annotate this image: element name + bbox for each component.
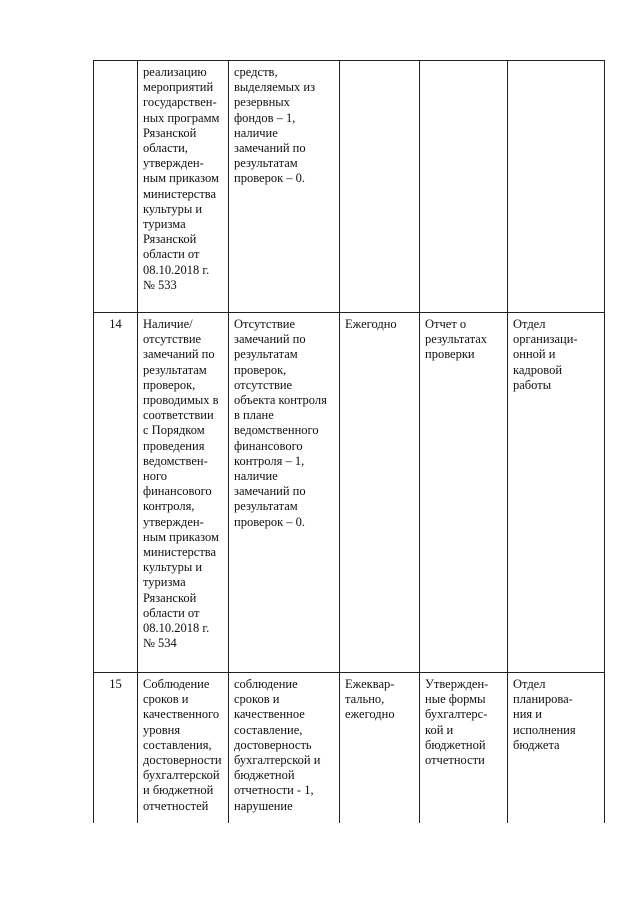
responsible-cell bbox=[508, 61, 605, 313]
indicators-table bbox=[93, 60, 605, 823]
table-row bbox=[94, 673, 605, 823]
source-cell: Утвержден- ные формы бухгалтерс- кой и бюджетной отчетности bbox=[420, 673, 508, 823]
formula-cell: соблюдение сроков и качественное составление, достоверность бухгалтерской и бюджетной отчетности - 1, нарушение bbox=[229, 673, 340, 823]
row-number-cell bbox=[94, 61, 138, 313]
indicator-cell: реализацию мероприятий государствен- ных программ Рязанской области, утвержден- ным приказом министерства культуры и туризма Рязанской области от 08.10.2018 г. № 533 bbox=[138, 61, 229, 313]
source-cell bbox=[420, 61, 508, 313]
table-row bbox=[94, 313, 605, 673]
responsible-cell: Отдел планирова- ния и исполнения бюджета bbox=[508, 673, 605, 823]
row-number-cell: 14 bbox=[94, 313, 138, 673]
table-row bbox=[94, 61, 605, 313]
formula-cell: Отсутствие замечаний по результатам проверок, отсутствие объекта контроля в плане ведомственного финансового контроля – 1, наличие замечаний по результатам проверок – 0. bbox=[229, 313, 340, 673]
period-cell bbox=[340, 61, 420, 313]
period-cell: Ежеквар- тально, ежегодно bbox=[340, 673, 420, 823]
formula-cell: средств, выделяемых из резервных фондов – 1, наличие замечаний по результатам проверок – 0. bbox=[229, 61, 340, 313]
responsible-cell: Отдел организаци- онной и кадровой работы bbox=[508, 313, 605, 673]
period-cell: Ежегодно bbox=[340, 313, 420, 673]
source-cell: Отчет о результатах проверки bbox=[420, 313, 508, 673]
indicator-cell: Наличие/ отсутствие замечаний по результатам проверок, проводимых в соответствии с Порядком проведения ведомствен- ного финансового контроля, утвержден- ным приказом министерства культуры и туризма Рязанской области от 08.10.2018 г. № 534 bbox=[138, 313, 229, 673]
row-number-cell: 15 bbox=[94, 673, 138, 823]
indicator-cell: Соблюдение сроков и качественного уровня составления, достоверности бухгалтерской и бюджетной отчетностей bbox=[138, 673, 229, 823]
